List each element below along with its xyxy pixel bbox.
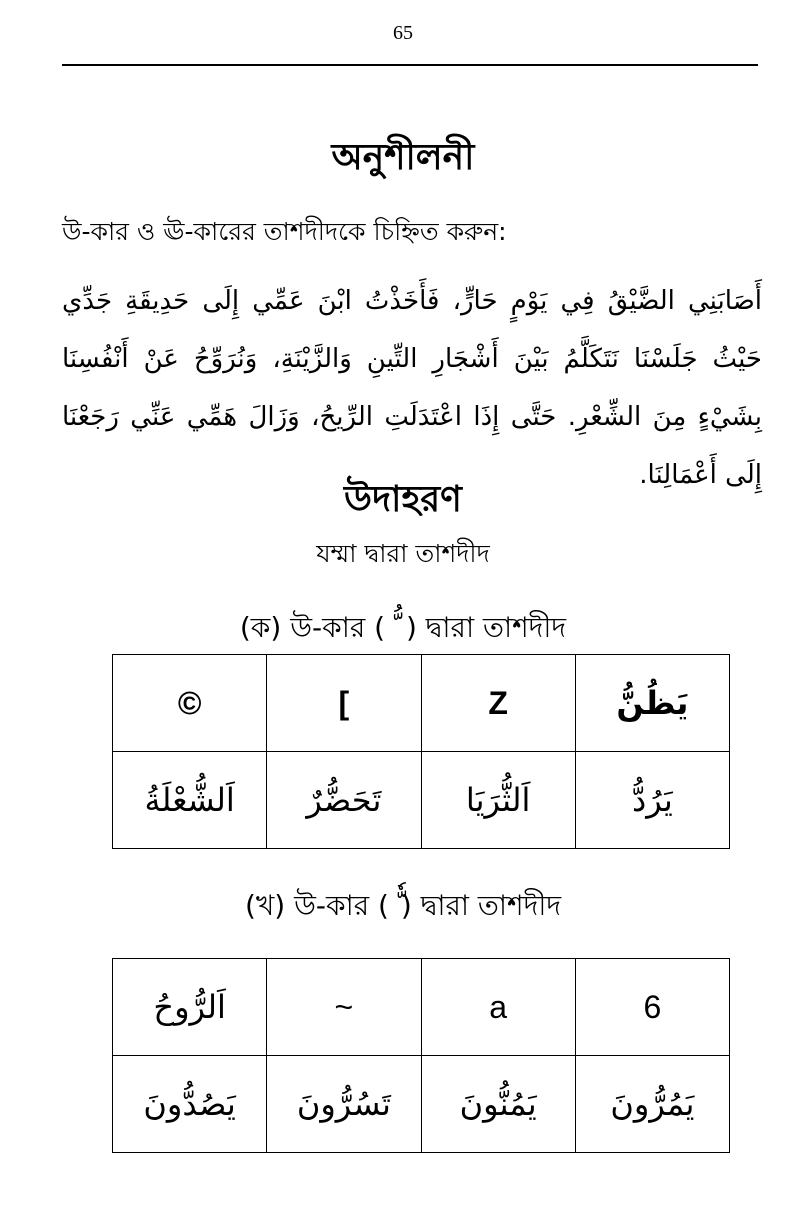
header-rule [62,64,758,66]
section-ka-mark: ّ ُ [391,611,400,644]
section-ka-label-suffix: ) দ্বারা তাশদীদ [405,611,567,644]
section-ka-label-prefix: (ক) উ-কার ( [239,611,386,644]
table-cell: تَسُرُّونَ [267,1056,421,1153]
section-ka-table [112,654,730,849]
instruction-text: উ-কার ও ঊ-কারের তাশদীদকে চিহ্নিত করুন: [62,217,507,246]
table-cell: يَمُرُّونَ [575,1056,729,1153]
example-heading: উদাহরণ [344,479,462,520]
page-title: অনুশীলনী [331,137,475,178]
table-row [113,752,730,849]
table-cell: 6 [575,959,729,1056]
section-kha-table [112,958,730,1153]
table-cell: a [421,959,575,1056]
table-cell: اَلرُّوحُ [113,959,267,1056]
section-kha-mark [389,889,401,922]
table-cell: Z [421,655,575,752]
subheading: যম্মা দ্বারা তাশদীদ [316,539,490,568]
table-cell: تَحَضُّرٌ [267,752,421,849]
table-cell: ~ [267,959,421,1056]
table-cell: يَصُدُّونَ [113,1056,267,1153]
table-cell: اَلشُّعْلَةُ [113,752,267,849]
table-cell: يَمُنُّونَ [421,1056,575,1153]
table-cell: يَرُدُّ [575,752,729,849]
section-kha-label-suffix: ) দ্বারা তাশদীদ [400,889,562,922]
section-kha-label-prefix: (খ) উ-কার ( [244,889,389,922]
table-row [113,655,730,752]
section-kha-label [0,884,806,931]
table-cell: اَلثُّرَيَا [421,752,575,849]
arabic-exercise-paragraph: أَصَابَنِي الضَّيْقُ فِي يَوْمٍ حَارٍّ، فَأَخَذْتُ ابْنَ عَمِّي إِلَى حَدِيقَةِ جَدِّي حَيْثُ جَلَسْنَا نَتَكَلَّمُ بَيْنَ أَشْجَارِ التِّينِ وَالزَّيْنَةِ، وَنُرَوِّحُ عَنْ أَنْفُسِنَا بِشَيْءٍ مِنَ الشِّعْرِ. حَتَّى إِذَا اعْتَدَلَتِ الرِّيحُ، وَزَالَ هَمِّي عَنِّي رَجَعْنَا إِلَى أَعْمَالِنَا. [62,286,762,490]
section-ka-label [0,606,806,653]
page-number: 65 [393,22,413,44]
table-row [113,1056,730,1153]
table-row [113,959,730,1056]
table-cell: [ [267,655,421,752]
table-cell: يَظُنُّ [575,655,729,752]
table-cell: © [113,655,267,752]
